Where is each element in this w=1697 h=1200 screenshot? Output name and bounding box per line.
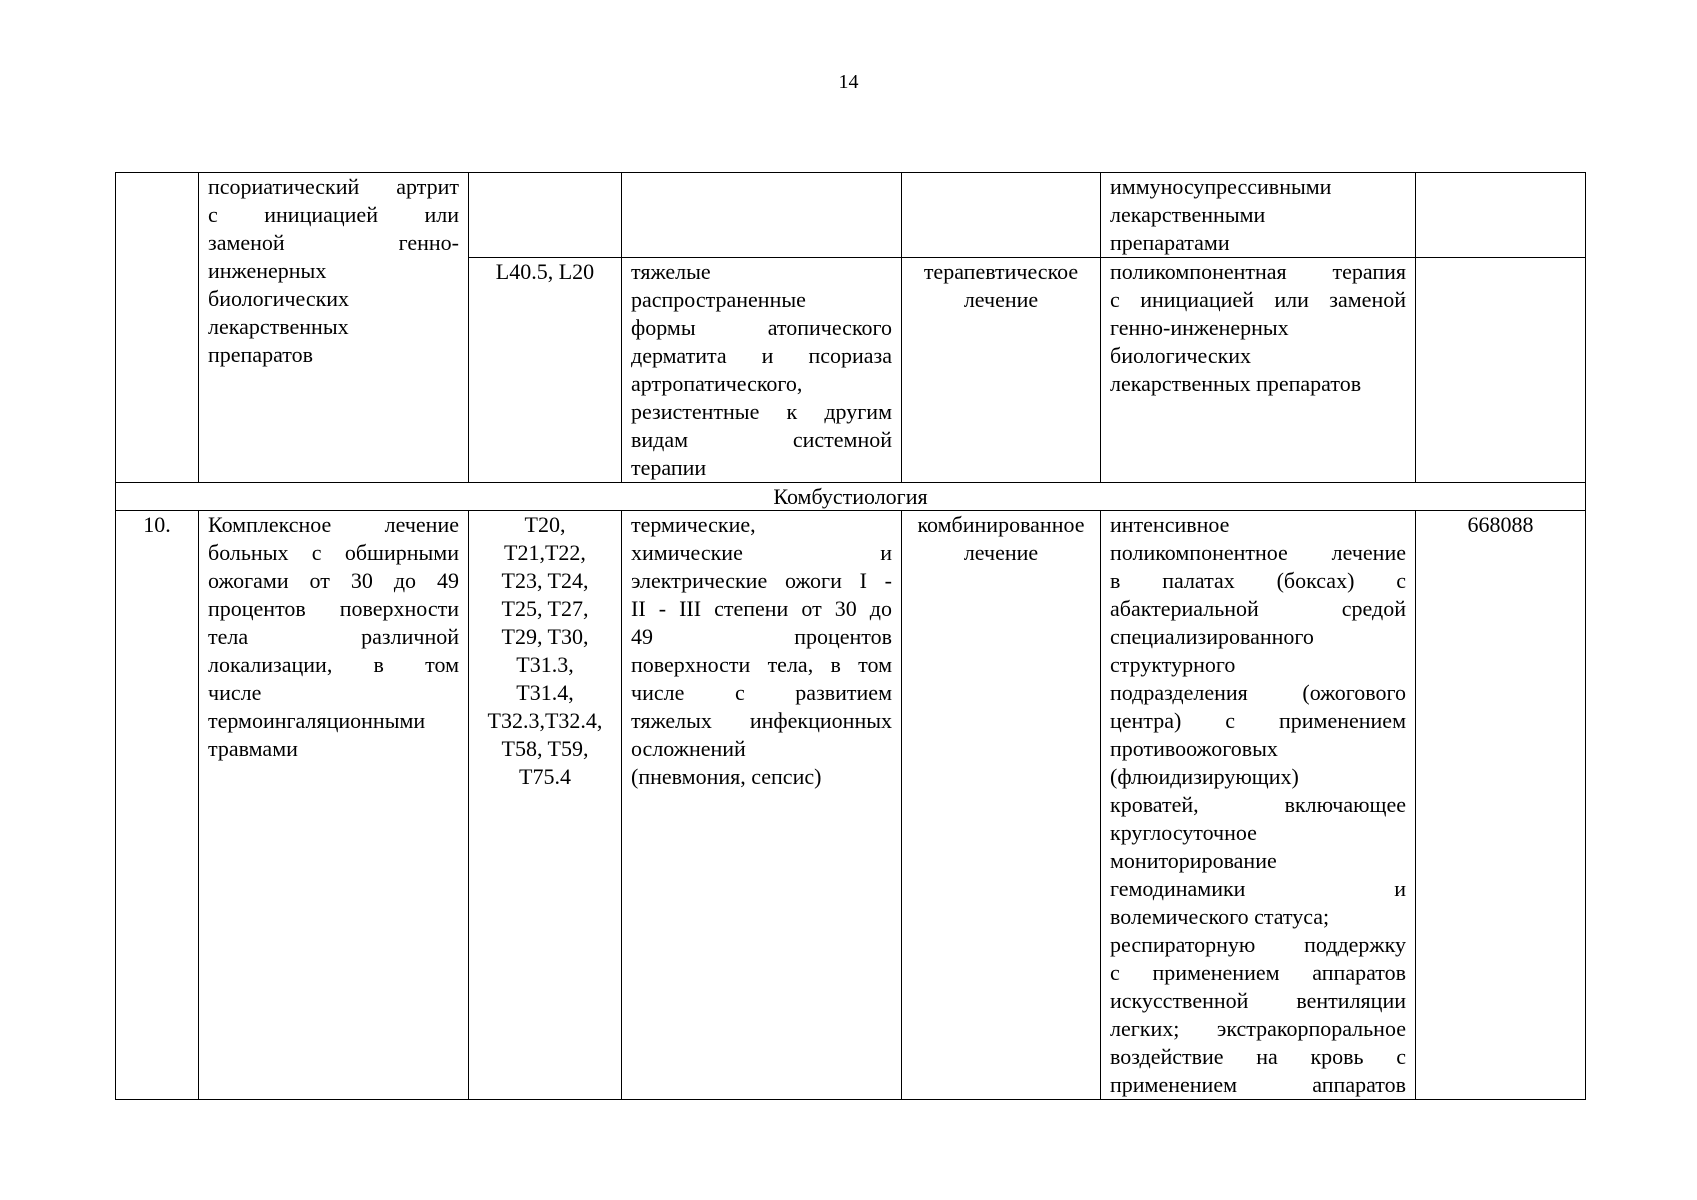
text-line: T31.4, xyxy=(516,680,574,705)
text-line: артропатического, xyxy=(631,371,803,396)
model-lines-continuation-2 xyxy=(631,258,892,482)
text-line: процентов поверхности xyxy=(208,596,459,621)
cell-method-10 xyxy=(1101,511,1416,1100)
text-line: интенсивное xyxy=(1110,512,1230,537)
text-line: лечение xyxy=(963,540,1039,565)
treatment-lines-10 xyxy=(906,511,1096,567)
cell-number-10: 10. xyxy=(116,511,199,1100)
medical-care-table xyxy=(115,172,1586,1100)
text-line: термоингаляционными xyxy=(208,708,426,733)
text-line: биологических xyxy=(208,286,350,311)
text-line: T20, xyxy=(524,512,566,537)
text-line: термические, xyxy=(631,512,756,537)
text-line: резистентные к другим xyxy=(631,399,892,424)
method-lines-continuation-2 xyxy=(1110,258,1406,398)
text-line: поликомпонентное лечение xyxy=(1110,540,1406,565)
text-line: волемического статуса; xyxy=(1110,904,1330,929)
section-title: Комбустиология xyxy=(116,483,1586,511)
text-line: (флюидизирующих) xyxy=(1110,764,1299,789)
text-line: T32.3,T32.4, xyxy=(487,708,603,733)
text-line: лекарственными xyxy=(1110,202,1266,227)
text-line: тяжелых инфекционных xyxy=(631,708,892,733)
text-line: II - III степени от 30 до xyxy=(631,596,892,621)
text-line: ожогами от 30 до 49 xyxy=(208,568,459,593)
text-line: тела различной xyxy=(208,624,459,649)
text-line: видам системной xyxy=(631,427,892,452)
model-lines-10 xyxy=(631,511,892,791)
text-line: заменой генно- xyxy=(208,230,459,255)
cell-name-10 xyxy=(199,511,469,1100)
text-line: T29, T30, xyxy=(501,624,589,649)
text-line: 49 процентов xyxy=(631,624,892,649)
text-line: числе xyxy=(208,680,262,705)
text-line: мониторирование xyxy=(1110,848,1277,873)
cell-treatment-10 xyxy=(902,511,1101,1100)
cell-number-continuation xyxy=(116,173,199,483)
text-line: с инициацией или xyxy=(208,202,459,227)
text-line: абактериальной средой xyxy=(1110,596,1406,621)
text-line: применением аппаратов xyxy=(1110,1072,1406,1097)
text-line: противоожоговых xyxy=(1110,736,1278,761)
text-line: препаратов xyxy=(208,342,313,367)
text-line: генно-инженерных xyxy=(1110,315,1289,340)
text-line: гемодинамики и xyxy=(1110,876,1406,901)
cell-treatment-continuation-2 xyxy=(902,258,1101,483)
text-line: травмами xyxy=(208,736,298,761)
text-line: с инициацией или заменой xyxy=(1110,287,1406,312)
text-line: псориатический артрит xyxy=(208,174,459,199)
text-line: лекарственных xyxy=(208,314,349,339)
text-line: осложнений xyxy=(631,736,746,761)
text-line: специализированного xyxy=(1110,624,1314,649)
text-line: воздействие на кровь с xyxy=(1110,1044,1406,1069)
cell-code-continuation-2: L40.5, L20 xyxy=(469,258,622,483)
text-line: в палатах (боксах) с xyxy=(1110,568,1406,593)
text-line: искусственной вентиляции xyxy=(1110,988,1406,1013)
table-row-10 xyxy=(116,511,1586,1100)
text-line: биологических xyxy=(1110,343,1252,368)
name-lines-continuation xyxy=(208,173,459,369)
text-line: лечение xyxy=(963,287,1039,312)
table-row-continuation-1 xyxy=(116,173,1586,258)
text-line: лекарственных препаратов xyxy=(1110,371,1362,396)
text-line: структурного xyxy=(1110,652,1236,677)
text-line: T23, T24, xyxy=(501,568,589,593)
text-line: терапии xyxy=(631,455,707,480)
cell-treatment-continuation-1 xyxy=(902,173,1101,258)
section-row xyxy=(116,483,1586,511)
text-line: поверхности тела, в том xyxy=(631,652,892,677)
text-line: центра) с применением xyxy=(1110,708,1406,733)
page-number: 14 xyxy=(838,71,859,93)
text-line: поликомпонентная терапия xyxy=(1110,259,1406,284)
text-line: респираторную поддержку xyxy=(1110,932,1406,957)
text-line: T75.4 xyxy=(519,764,571,789)
cell-cost-continuation-2 xyxy=(1416,258,1586,483)
text-line: кроватей, включающее xyxy=(1110,792,1406,817)
text-line: иммуносупрессивными xyxy=(1110,174,1332,199)
cell-cost-10: 668088 xyxy=(1416,511,1586,1100)
text-line: больных с обширными xyxy=(208,540,459,565)
text-line: локализации, в том xyxy=(208,652,459,677)
text-line: числе с развитием xyxy=(631,680,892,705)
text-line: дерматита и псориаза xyxy=(631,343,892,368)
text-line: T58, T59, xyxy=(501,736,589,761)
text-line: Комплексное лечение xyxy=(208,512,459,537)
text-line: легких; экстракорпоральное xyxy=(1110,1016,1406,1041)
treatment-lines-continuation-2 xyxy=(906,258,1096,314)
text-line: комбинированное xyxy=(917,512,1085,537)
cell-code-10 xyxy=(469,511,622,1100)
text-line: круглосуточное xyxy=(1110,820,1257,845)
text-line: (пневмония, сепсис) xyxy=(631,764,822,789)
text-line: с применением аппаратов xyxy=(1110,960,1406,985)
text-line: T25, T27, xyxy=(501,596,589,621)
cell-name-continuation xyxy=(199,173,469,483)
text-line: терапевтическое xyxy=(923,259,1079,284)
text-line: тяжелые xyxy=(631,259,711,284)
cell-cost-continuation-1 xyxy=(1416,173,1586,258)
text-line: формы атопического xyxy=(631,315,892,340)
text-line: T31.3, xyxy=(516,652,574,677)
method-lines-continuation-1 xyxy=(1110,173,1406,257)
text-line: электрические ожоги I - xyxy=(631,568,892,593)
code-lines-10 xyxy=(471,511,619,791)
text-line: подразделения (ожогового xyxy=(1110,680,1406,705)
cell-model-continuation-1 xyxy=(622,173,902,258)
text-line: инженерных xyxy=(208,258,327,283)
text-line: T21,T22, xyxy=(504,540,586,565)
method-lines-10 xyxy=(1110,511,1406,1099)
cell-code-continuation-1 xyxy=(469,173,622,258)
cell-method-continuation-1 xyxy=(1101,173,1416,258)
cell-method-continuation-2 xyxy=(1101,258,1416,483)
text-line: распространенные xyxy=(631,287,806,312)
text-line: препаратами xyxy=(1110,230,1230,255)
text-line: химические и xyxy=(631,540,892,565)
cell-model-10 xyxy=(622,511,902,1100)
name-lines-10 xyxy=(208,511,459,763)
cell-model-continuation-2 xyxy=(622,258,902,483)
